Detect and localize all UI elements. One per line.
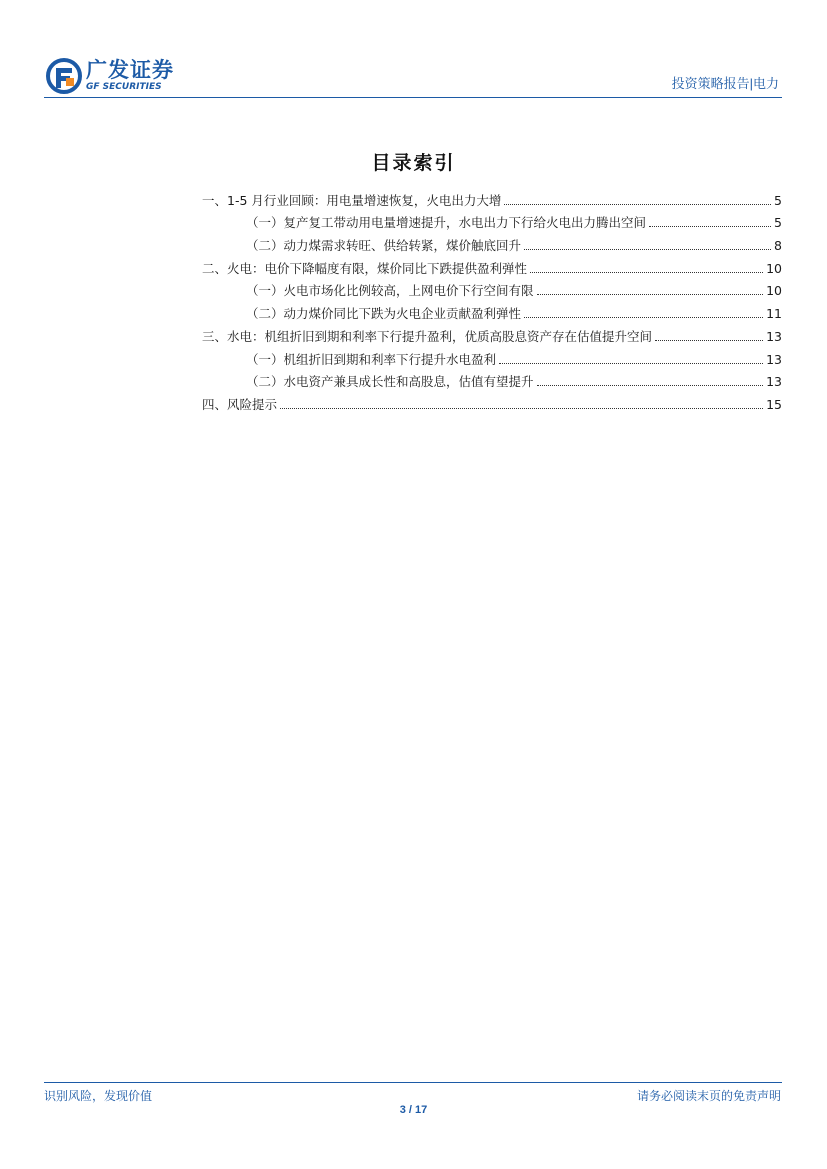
toc-entry-2[interactable] [202, 254, 782, 277]
toc-entry-4[interactable] [202, 390, 782, 413]
company-logo [46, 58, 186, 96]
page-number: 3 / 17 [399, 1104, 428, 1116]
report-type-label: 投资策略报告|电力 [671, 76, 779, 91]
toc-leader-dots [649, 226, 771, 227]
logo-english-name: GF SECURITIES [86, 82, 162, 92]
toc-entry-text: （一）复产复工带动用电量增速提升，水电出力下行给火电出力腾出空间 [246, 215, 647, 231]
footer-divider [44, 1082, 782, 1083]
toc-page-number: 13 [766, 374, 782, 390]
footer-disclaimer-notice: 请务必阅读末页的免责声明 [636, 1089, 781, 1103]
toc-entry-text: 四、风险提示 [202, 396, 278, 412]
toc-leader-dots [524, 317, 763, 318]
toc-leader-dots [655, 340, 763, 341]
toc-entry-1[interactable] [202, 186, 782, 209]
toc-title: 目录索引 [371, 152, 456, 174]
toc-entry-1-2[interactable] [202, 231, 782, 254]
toc-page-number: 13 [766, 351, 782, 367]
toc-entry-text: 三、水电：机组折旧到期和利率下行提升盈利，优质高股息资产存在估值提升空间 [202, 328, 653, 344]
toc-page-number: 15 [766, 396, 782, 412]
gf-logo-icon [46, 58, 82, 94]
table-of-contents [202, 186, 782, 413]
header-divider [44, 97, 782, 98]
page-header [0, 0, 827, 100]
toc-page-number: 8 [774, 238, 782, 254]
toc-entry-3[interactable] [202, 322, 782, 345]
toc-leader-dots [280, 408, 763, 409]
toc-entry-text: （二）动力煤需求转旺、供给转紧，煤价触底回升 [246, 238, 522, 254]
toc-leader-dots [524, 249, 771, 250]
toc-entry-3-1[interactable] [202, 345, 782, 368]
toc-entry-2-1[interactable] [202, 277, 782, 300]
toc-entry-1-1[interactable] [202, 209, 782, 232]
toc-leader-dots [537, 385, 764, 386]
toc-entry-3-2[interactable] [202, 368, 782, 391]
logo-chinese-name: 广发证券 [86, 58, 174, 82]
toc-entry-text: 二、火电：电价下降幅度有限，煤价同比下跌提供盈利弹性 [202, 260, 528, 276]
toc-entry-2-2[interactable] [202, 299, 782, 322]
toc-entry-text: 一、1-5 月行业回顾：用电量增速恢复，火电出力大增 [202, 192, 502, 208]
toc-leader-dots [530, 272, 763, 273]
toc-page-number: 13 [766, 328, 782, 344]
toc-leader-dots [499, 363, 763, 364]
toc-entry-text: （二）动力煤价同比下跌为火电企业贡献盈利弹性 [246, 306, 522, 322]
toc-page-number: 10 [766, 283, 782, 299]
toc-leader-dots [504, 204, 771, 205]
toc-page-number: 10 [766, 260, 782, 276]
footer-slogan: 识别风险，发现价值 [44, 1089, 153, 1103]
toc-page-number: 5 [774, 215, 782, 231]
toc-entry-text: （二）水电资产兼具成长性和高股息，估值有望提升 [246, 374, 534, 390]
toc-leader-dots [537, 294, 764, 295]
toc-entry-text: （一）火电市场化比例较高，上网电价下行空间有限 [246, 283, 534, 299]
toc-page-number: 11 [766, 306, 782, 322]
toc-entry-text: （一）机组折旧到期和利率下行提升水电盈利 [246, 351, 497, 367]
toc-page-number: 5 [774, 192, 782, 208]
